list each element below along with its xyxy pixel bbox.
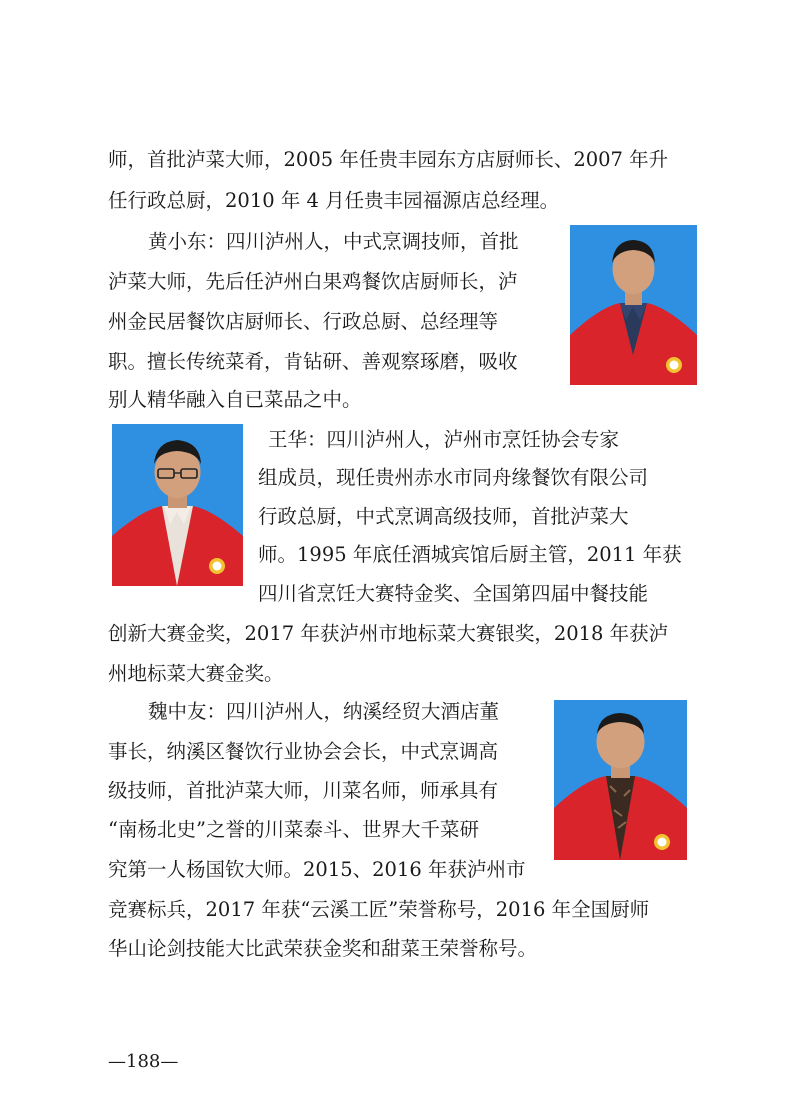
wang-line-2: 组成员，现任贵州赤水市同舟缘餐饮有限公司 (258, 466, 649, 489)
huang-line-1: 黄小东：四川泸州人，中式烹调技师，首批 (148, 230, 519, 253)
portrait-huang-xiaodong (570, 225, 697, 385)
wei-line-3: 级技师，首批泸菜大师，川菜名师，师承具有 (108, 779, 499, 802)
portrait-wang-hua (112, 424, 243, 586)
wang-line-1: 王华：四川泸州人，泸州市烹饪协会专家 (268, 428, 620, 451)
wang-line-5: 四川省烹饪大赛特金奖、全国第四届中餐技能 (258, 582, 649, 605)
wei-line-1: 魏中友：四川泸州人，纳溪经贸大酒店董 (148, 700, 500, 723)
wei-line-2: 事长，纳溪区餐饮行业协会会长，中式烹调高 (108, 740, 499, 763)
wang-line-3: 行政总厨，中式烹调高级技师，首批泸菜大 (258, 505, 629, 528)
wei-line-7: 华山论剑技能大比武荣获金奖和甜菜王荣誉称号。 (108, 937, 538, 960)
huang-line-2: 泸菜大师，先后任泸州白果鸡餐饮店厨师长，泸 (108, 270, 518, 293)
wang-line-4: 师。1995 年底任酒城宾馆后厨主管，2011 年获 (258, 543, 682, 566)
wang-line-7: 州地标菜大赛金奖。 (108, 662, 284, 685)
huang-line-3: 州金民居餐饮店厨师长、行政总厨、总经理等 (108, 310, 499, 333)
page-number: —188— (108, 1051, 179, 1072)
intro-line-1: 师，首批泸菜大师，2005 年任贵丰园东方店厨师长、2007 年升 (108, 148, 669, 171)
wei-line-5: 究第一人杨国钦大师。2015、2016 年获泸州市 (108, 858, 526, 881)
portrait-wei-zhongyou (554, 700, 687, 860)
intro-line-2: 任行政总厨，2010 年 4 月任贵丰园福源店总经理。 (108, 189, 560, 212)
huang-line-5: 别人精华融入自已菜品之中。 (108, 388, 362, 411)
huang-line-4: 职。擅长传统菜肴，肯钻研、善观察琢磨，吸收 (108, 350, 518, 373)
wang-line-6: 创新大赛金奖，2017 年获泸州市地标菜大赛银奖，2018 年获泸 (108, 622, 669, 645)
wei-line-4: “南杨北史”之誉的川菜泰斗、世界大千菜研 (108, 818, 479, 841)
wei-line-6: 竞赛标兵，2017 年获“云溪工匠”荣誉称号，2016 年全国厨师 (108, 898, 650, 921)
